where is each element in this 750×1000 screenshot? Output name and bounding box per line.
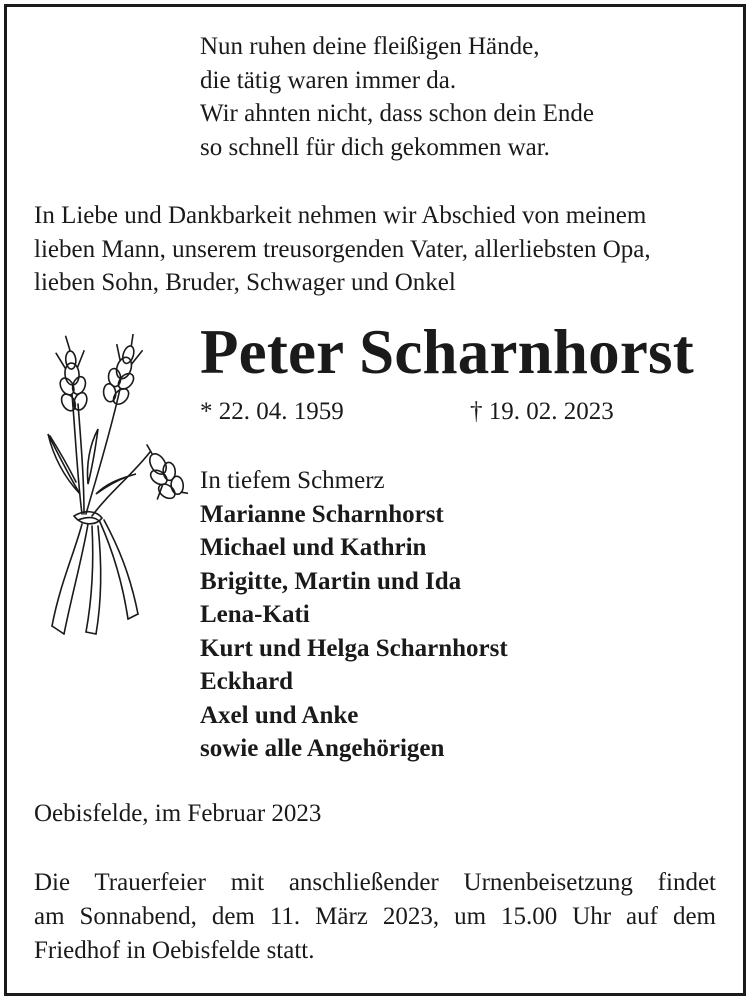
mourner-name: Marianne Scharnhorst bbox=[200, 500, 444, 528]
mourner-name: Michael und Kathrin bbox=[200, 534, 427, 561]
poem-line: Nun ruhen deine fleißigen Hände, bbox=[200, 33, 540, 60]
poem-line: Wir ahnten nicht, dass schon dein Ende bbox=[200, 100, 595, 127]
funeral-line: Die Trauerfeier mit anschließender Urnenbeisetzung findet bbox=[34, 869, 716, 896]
mourner-name: sowie alle Angehörigen bbox=[200, 735, 445, 762]
mourner-name: Eckhard bbox=[200, 668, 294, 695]
mourners-heading: In tiefem Schmerz bbox=[200, 467, 385, 494]
death-date: † 19. 02. 2023 bbox=[470, 398, 614, 425]
funeral-notice bbox=[34, 866, 716, 968]
intro-line: lieben Sohn, Bruder, Schwager und Onkel bbox=[34, 269, 456, 296]
poem bbox=[200, 30, 594, 164]
place-date: Oebisfelde, im Februar 2023 bbox=[34, 800, 322, 827]
birth-date: * 22. 04. 1959 bbox=[200, 398, 344, 425]
poem-line: die tätig waren immer da. bbox=[200, 66, 457, 94]
deceased-name: Peter Scharnhorst bbox=[200, 317, 694, 387]
intro-text bbox=[34, 199, 651, 300]
funeral-line: am Sonnabend, dem 11. März 2023, um 15.00 Uhr auf dem bbox=[34, 903, 716, 930]
intro-line: In Liebe und Dankbarkeit nehmen wir Abschied von meinem bbox=[34, 202, 647, 229]
mourner-name: Brigitte, Martin und Ida bbox=[200, 567, 462, 595]
mourner-name: Kurt und Helga Scharnhorst bbox=[200, 634, 508, 662]
funeral-line: Friedhof in Oebisfelde statt. bbox=[34, 937, 315, 964]
wheat-bundle-icon bbox=[38, 334, 188, 639]
mourner-name: Lena-Kati bbox=[200, 601, 310, 628]
mourners-list bbox=[200, 464, 508, 766]
mourner-name: Axel und Anke bbox=[200, 701, 359, 729]
poem-line: so schnell für dich gekommen war. bbox=[200, 133, 550, 161]
intro-line: lieben Mann, unserem treusorgenden Vater, allerliebsten Opa, bbox=[34, 235, 651, 263]
